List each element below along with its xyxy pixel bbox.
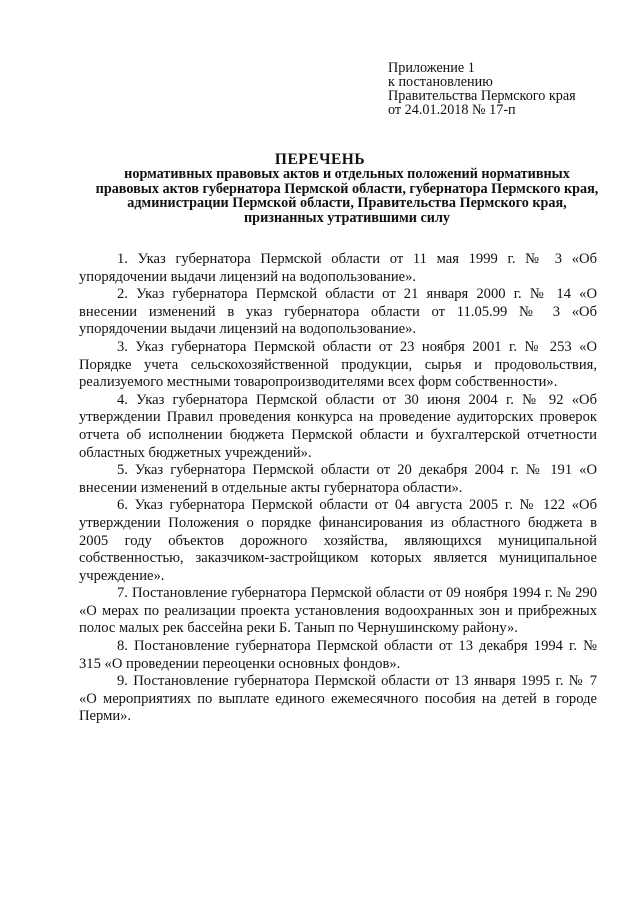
list-item: 5. Указ губернатора Пермской области от 20 декабря 2004 г. № 191 «О внесении изменений в отдельные акты губернатора области». xyxy=(79,462,597,496)
appendix-line: Приложение 1 xyxy=(388,60,475,76)
list-item: 1. Указ губернатора Пермской области от 11 мая 1999 г. № 3 «Об упорядочении выдачи лицензий на водопользование». xyxy=(79,251,597,285)
list-item: 3. Указ губернатора Пермской области от 23 ноября 2001 г. № 253 «О Порядке учета сельскохозяйственной продукции, сырья и продовольствия, реализуемого местными товаропроизводителями всех форм собственности». xyxy=(79,338,597,391)
document-subtitle: нормативных правовых актов и отдельных положений нормативных правовых актов губернатора Пермской области, губернатора Пермского края, администрации Пермской области, Правительства Пермского края, признанных утратившими силу xyxy=(95,166,599,226)
appendix-line: от 24.01.2018 № 17-п xyxy=(388,102,516,118)
list-item: 6. Указ губернатора Пермской области от 04 августа 2005 г. № 122 «Об утверждении Положения о порядке финансирования из областного бюджета в 2005 году объектов дорожного хозяйства, являющихся муниципальной собственностью, заказчиком-застройщиком которых является муниципальное учреждение». xyxy=(79,497,597,584)
list-item: 4. Указ губернатора Пермской области от 30 июня 2004 г. № 92 «Об утверждении Правил проведения конкурса на проведение аудиторских проверок отчета об исполнении бюджета Пермской области и бухгалтерской отчетности областных бюджетных учреждений». xyxy=(79,391,597,461)
list-item: 9. Постановление губернатора Пермской области от 13 января 1995 г. № 7 «О мероприятиях по выплате единого ежемесячного пособия на детей в городе Перми». xyxy=(79,673,597,725)
appendix-line: Правительства Пермского края xyxy=(388,88,576,104)
list-item: 8. Постановление губернатора Пермской области от 13 декабря 1994 г. № 315 «О проведении переоценки основных фондов». xyxy=(79,638,597,672)
list-item: 2. Указ губернатора Пермской области от 21 января 2000 г. № 14 «О внесении изменений в указ губернатора области от 11.05.99 № 3 «Об упорядочении выдачи лицензий на водопользование». xyxy=(79,286,597,338)
appendix-line: к постановлению xyxy=(388,74,493,90)
repealed-acts-list xyxy=(79,251,597,726)
list-item: 7. Постановление губернатора Пермской области от 09 ноября 1994 г. № 290 «О мерах по реализации проекта установления водоохранных зон и прибрежных полос малых рек бассейна реки Б. Танып по Чернушинскому району». xyxy=(79,585,597,637)
document-title: ПЕРЕЧЕНЬ xyxy=(274,151,366,168)
appendix-header xyxy=(388,61,576,117)
